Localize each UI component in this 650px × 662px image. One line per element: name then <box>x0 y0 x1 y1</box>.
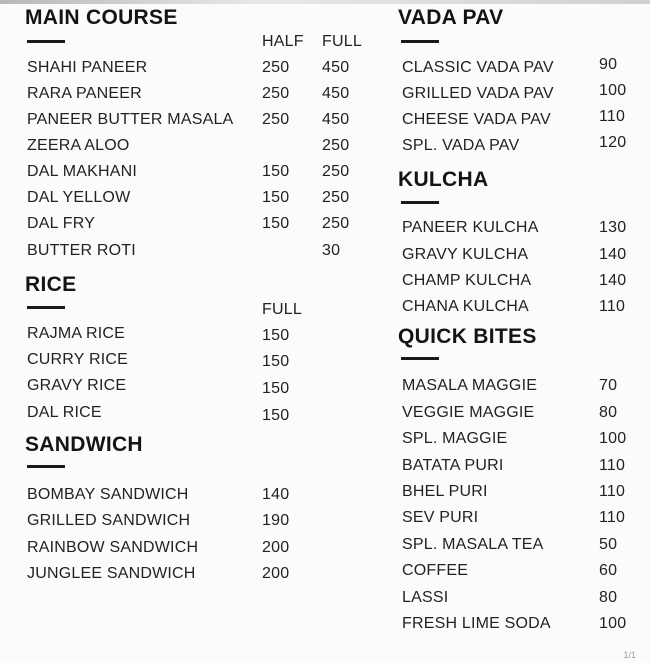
item-name: RAJMA RICE <box>27 325 126 342</box>
item-name: ZEERA ALOO <box>27 137 130 154</box>
item-name: FRESH LIME SODA <box>402 615 551 632</box>
page-number: 1/1 <box>623 650 636 660</box>
item-price-full: 250 <box>322 189 350 206</box>
item-price: 110 <box>599 509 626 526</box>
item-name: BATATA PURI <box>402 457 504 474</box>
section-rule <box>401 357 439 360</box>
item-price: 120 <box>599 134 627 151</box>
item-name: RAINBOW SANDWICH <box>27 539 199 556</box>
item-name: RARA PANEER <box>27 85 142 102</box>
item-price: 140 <box>599 272 627 289</box>
item-price: 110 <box>599 108 626 125</box>
item-price: 200 <box>262 565 290 582</box>
top-edge-strip <box>0 0 650 4</box>
section-rule <box>27 306 65 309</box>
section-rule <box>401 40 439 43</box>
item-price-full: 30 <box>322 242 341 259</box>
item-price: 50 <box>599 536 618 553</box>
item-price: 150 <box>262 327 290 344</box>
item-name: PANEER BUTTER MASALA <box>27 111 234 128</box>
item-name: GRILLED SANDWICH <box>27 512 191 529</box>
item-name: SHAHI PANEER <box>27 59 148 76</box>
item-price: 100 <box>599 82 627 99</box>
item-price: 200 <box>262 539 290 556</box>
item-name: GRILLED VADA PAV <box>402 85 554 102</box>
item-name: MASALA MAGGIE <box>402 377 538 394</box>
item-price: 100 <box>599 615 627 632</box>
item-price: 110 <box>599 483 626 500</box>
item-price-half: 150 <box>262 215 290 232</box>
item-price: 150 <box>262 353 290 370</box>
item-price: 60 <box>599 562 618 579</box>
item-price-half: 250 <box>262 111 290 128</box>
item-price: 140 <box>262 486 290 503</box>
section-title-rice: RICE <box>25 273 77 296</box>
section-title-vada-pav: VADA PAV <box>398 6 504 29</box>
item-price-full: 250 <box>322 215 350 232</box>
item-name: GRAVY RICE <box>27 377 127 394</box>
item-name: PANEER KULCHA <box>402 219 539 236</box>
item-price: 140 <box>599 246 627 263</box>
item-price-half: 250 <box>262 85 290 102</box>
section-rule <box>27 465 65 468</box>
section-title-sandwich: SANDWICH <box>25 433 143 456</box>
section-rule <box>401 201 439 204</box>
item-name: VEGGIE MAGGIE <box>402 404 535 421</box>
item-name: CLASSIC VADA PAV <box>402 59 554 76</box>
column-header-half: HALF <box>262 33 304 50</box>
item-name: SPL. VADA PAV <box>402 137 520 154</box>
item-price-full: 250 <box>322 137 350 154</box>
item-price: 80 <box>599 404 618 421</box>
item-price-half: 250 <box>262 59 290 76</box>
item-name: SEV PURI <box>402 509 479 526</box>
item-price: 100 <box>599 430 627 447</box>
item-name: JUNGLEE SANDWICH <box>27 565 196 582</box>
item-price-full: 450 <box>322 111 350 128</box>
item-price-half: 150 <box>262 163 290 180</box>
item-price: 110 <box>599 298 626 315</box>
item-price: 190 <box>262 512 290 529</box>
item-name: SPL. MAGGIE <box>402 430 508 447</box>
item-price-full: 450 <box>322 59 350 76</box>
item-name: DAL RICE <box>27 404 102 421</box>
item-name: DAL MAKHANI <box>27 163 138 180</box>
item-name: GRAVY KULCHA <box>402 246 529 263</box>
item-name: BUTTER ROTI <box>27 242 136 259</box>
item-name: BHEL PURI <box>402 483 488 500</box>
item-name: CHANA KULCHA <box>402 298 529 315</box>
item-name: CHAMP KULCHA <box>402 272 532 289</box>
item-name: SPL. MASALA TEA <box>402 536 544 553</box>
item-price: 130 <box>599 219 627 236</box>
item-price-full: 250 <box>322 163 350 180</box>
item-name: COFFEE <box>402 562 469 579</box>
item-name: DAL FRY <box>27 215 96 232</box>
item-name: CURRY RICE <box>27 351 128 368</box>
item-price: 110 <box>599 457 626 474</box>
section-title-kulcha: KULCHA <box>398 168 489 191</box>
column-header-full: FULL <box>322 33 362 50</box>
item-name: DAL YELLOW <box>27 189 131 206</box>
section-title-main-course: MAIN COURSE <box>25 6 178 29</box>
item-price: 150 <box>262 407 290 424</box>
section-rule <box>27 40 65 43</box>
item-price: 90 <box>599 56 618 73</box>
item-price: 150 <box>262 380 290 397</box>
section-title-quick-bites: QUICK BITES <box>398 325 537 348</box>
item-price-half: 150 <box>262 189 290 206</box>
item-name: LASSI <box>402 589 449 606</box>
column-header-full: FULL <box>262 301 302 318</box>
item-price: 80 <box>599 589 618 606</box>
item-name: BOMBAY SANDWICH <box>27 486 189 503</box>
item-price: 70 <box>599 377 618 394</box>
item-price-full: 450 <box>322 85 350 102</box>
item-name: CHEESE VADA PAV <box>402 111 551 128</box>
